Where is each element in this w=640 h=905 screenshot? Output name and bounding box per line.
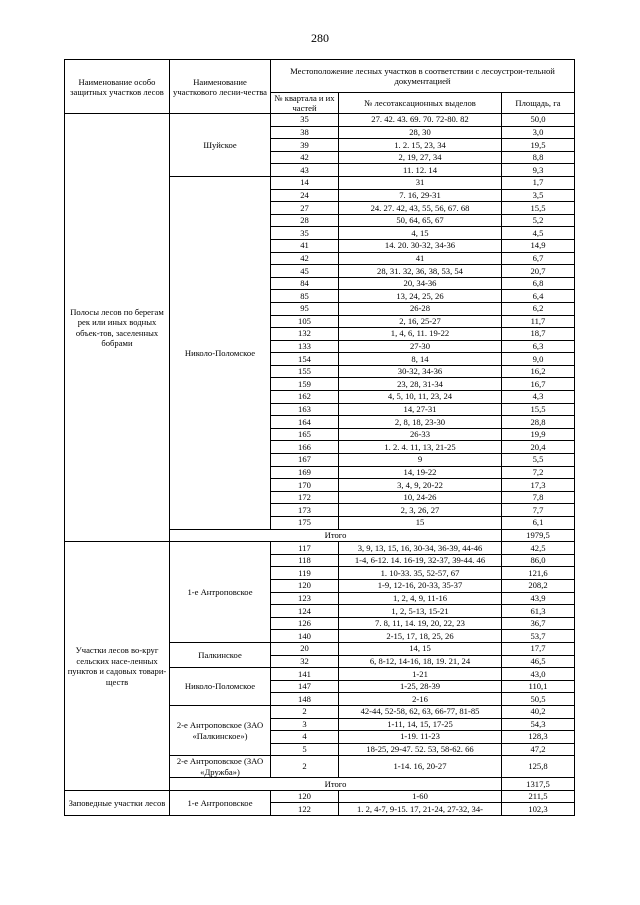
subdivisions-cell: 15 <box>339 517 502 530</box>
area-cell: 47,2 <box>502 743 575 756</box>
quarter-cell: 154 <box>271 353 339 366</box>
subdivisions-cell: 28, 31. 32, 36, 38, 53, 54 <box>339 265 502 278</box>
area-cell: 4,3 <box>502 391 575 404</box>
quarter-cell: 133 <box>271 340 339 353</box>
table-row <box>65 114 575 127</box>
category-cell: Заповедные участки лесов <box>65 790 170 815</box>
subdivisions-cell: 28, 30 <box>339 126 502 139</box>
quarter-cell: 2 <box>271 705 339 718</box>
subdivisions-cell: 1-4, 6-12. 14. 16-19, 32-37, 39-44. 46 <box>339 554 502 567</box>
quarter-cell: 175 <box>271 517 339 530</box>
subdivisions-cell: 6, 8-12, 14-16, 18, 19. 21, 24 <box>339 655 502 668</box>
subdivisions-cell: 1. 10-33. 35, 52-57, 67 <box>339 567 502 580</box>
area-cell: 6,4 <box>502 290 575 303</box>
subdivisions-cell: 2, 8, 18, 23-30 <box>339 416 502 429</box>
area-cell: 128,3 <box>502 731 575 744</box>
quarter-cell: 5 <box>271 743 339 756</box>
area-cell: 125,8 <box>502 756 575 778</box>
subdivisions-cell: 1, 2, 4, 9, 11-16 <box>339 592 502 605</box>
header-location-group: Местоположение лесных участков в соответствии с лесоустрои-тельной документацией <box>271 60 575 93</box>
header-category: Наименование особо защитных участков лесов <box>65 60 170 114</box>
area-cell: 19,9 <box>502 428 575 441</box>
subdivisions-cell: 11. 12. 14 <box>339 164 502 177</box>
subdivisions-cell: 14, 15 <box>339 642 502 655</box>
area-cell: 61,3 <box>502 605 575 618</box>
quarter-cell: 45 <box>271 265 339 278</box>
area-cell: 6,2 <box>502 302 575 315</box>
area-cell: 9,3 <box>502 164 575 177</box>
total-value: 1979,5 <box>502 529 575 542</box>
subdivisions-cell: 4, 5, 10, 11, 23, 24 <box>339 391 502 404</box>
page-number: 280 <box>311 31 329 45</box>
quarter-cell: 32 <box>271 655 339 668</box>
subdivisions-cell: 1-21 <box>339 668 502 681</box>
subdivisions-cell: 42-44, 52-58, 62, 63, 66-77, 81-85 <box>339 705 502 718</box>
subdivisions-cell: 26-33 <box>339 428 502 441</box>
forestry-cell: Палкинское <box>170 642 271 667</box>
area-cell: 1,7 <box>502 176 575 189</box>
subdivisions-cell: 7. 16, 29-31 <box>339 189 502 202</box>
area-cell: 54,3 <box>502 718 575 731</box>
table-row <box>65 790 575 803</box>
area-cell: 50,0 <box>502 114 575 127</box>
forestry-cell: 2-е Антроповское (ЗАО «Дружба») <box>170 756 271 778</box>
area-cell: 36,7 <box>502 617 575 630</box>
subdivisions-cell: 1-14. 16, 20-27 <box>339 756 502 778</box>
area-cell: 110,1 <box>502 680 575 693</box>
subdivisions-cell: 31 <box>339 176 502 189</box>
quarter-cell: 95 <box>271 302 339 315</box>
quarter-cell: 39 <box>271 139 339 152</box>
area-cell: 5,5 <box>502 454 575 467</box>
area-cell: 14,9 <box>502 239 575 252</box>
area-cell: 3,0 <box>502 126 575 139</box>
area-cell: 121,6 <box>502 567 575 580</box>
forestry-cell: 2-е Антроповское (ЗАО «Палкинское») <box>170 705 271 755</box>
quarter-cell: 118 <box>271 554 339 567</box>
subdivisions-cell: 1. 2. 15, 23, 34 <box>339 139 502 152</box>
area-cell: 9,0 <box>502 353 575 366</box>
total-label: Итого <box>170 778 502 791</box>
area-cell: 7,7 <box>502 504 575 517</box>
quarter-cell: 132 <box>271 328 339 341</box>
subdivisions-cell: 4, 15 <box>339 227 502 240</box>
quarter-cell: 123 <box>271 592 339 605</box>
quarter-cell: 35 <box>271 114 339 127</box>
quarter-cell: 120 <box>271 790 339 803</box>
subdivisions-cell: 2-15, 17, 18, 25, 26 <box>339 630 502 643</box>
subdivisions-cell: 27. 42. 43. 69. 70. 72-80. 82 <box>339 114 502 127</box>
subdivisions-cell: 9 <box>339 454 502 467</box>
quarter-cell: 38 <box>271 126 339 139</box>
area-cell: 20,7 <box>502 265 575 278</box>
subdivisions-cell: 1, 2, 5-13, 15-21 <box>339 605 502 618</box>
subdivisions-cell: 8, 14 <box>339 353 502 366</box>
subdivisions-cell: 1. 2. 4. 11, 13, 21-25 <box>339 441 502 454</box>
area-cell: 3,5 <box>502 189 575 202</box>
header-subdivisions: № лесотаксационных выделов <box>339 93 502 114</box>
quarter-cell: 42 <box>271 151 339 164</box>
subdivisions-cell: 14, 27-31 <box>339 403 502 416</box>
area-cell: 40,2 <box>502 705 575 718</box>
quarter-cell: 35 <box>271 227 339 240</box>
forest-plots-table <box>64 59 575 816</box>
area-cell: 15,5 <box>502 202 575 215</box>
quarter-cell: 117 <box>271 542 339 555</box>
subdivisions-cell: 30-32, 34-36 <box>339 365 502 378</box>
quarter-cell: 28 <box>271 214 339 227</box>
header-quarter: № квартала и их частей <box>271 93 339 114</box>
area-cell: 4,5 <box>502 227 575 240</box>
quarter-cell: 141 <box>271 668 339 681</box>
quarter-cell: 169 <box>271 466 339 479</box>
subdivisions-cell: 1-60 <box>339 790 502 803</box>
quarter-cell: 124 <box>271 605 339 618</box>
area-cell: 50,5 <box>502 693 575 706</box>
header-area: Площадь, га <box>502 93 575 114</box>
subdivisions-cell: 3, 4, 9, 20-22 <box>339 479 502 492</box>
quarter-cell: 147 <box>271 680 339 693</box>
quarter-cell: 122 <box>271 803 339 816</box>
area-cell: 19,5 <box>502 139 575 152</box>
area-cell: 16,7 <box>502 378 575 391</box>
forestry-cell: 1-е Антроповское <box>170 790 271 815</box>
table-row <box>65 542 575 555</box>
quarter-cell: 155 <box>271 365 339 378</box>
area-cell: 86,0 <box>502 554 575 567</box>
quarter-cell: 119 <box>271 567 339 580</box>
area-cell: 20,4 <box>502 441 575 454</box>
quarter-cell: 164 <box>271 416 339 429</box>
subdivisions-cell: 1. 2, 4-7, 9-15. 17, 21-24, 27-32, 34- <box>339 803 502 816</box>
area-cell: 43,9 <box>502 592 575 605</box>
quarter-cell: 42 <box>271 252 339 265</box>
category-cell: Полосы лесов по берегам рек или иных водных объек-тов, заселенных бобрами <box>65 114 170 542</box>
area-cell: 6,7 <box>502 252 575 265</box>
quarter-cell: 159 <box>271 378 339 391</box>
quarter-cell: 4 <box>271 731 339 744</box>
quarter-cell: 84 <box>271 277 339 290</box>
area-cell: 18,7 <box>502 328 575 341</box>
subdivisions-cell: 27-30 <box>339 340 502 353</box>
area-cell: 7,2 <box>502 466 575 479</box>
forestry-cell: Николо-Поломское <box>170 176 271 529</box>
area-cell: 46,5 <box>502 655 575 668</box>
subdivisions-cell: 41 <box>339 252 502 265</box>
quarter-cell: 24 <box>271 189 339 202</box>
subdivisions-cell: 50, 64, 65, 67 <box>339 214 502 227</box>
area-cell: 7,8 <box>502 491 575 504</box>
quarter-cell: 173 <box>271 504 339 517</box>
subdivisions-cell: 2-16 <box>339 693 502 706</box>
quarter-cell: 105 <box>271 315 339 328</box>
area-cell: 11,7 <box>502 315 575 328</box>
area-cell: 28,8 <box>502 416 575 429</box>
forestry-cell: 1-е Антроповское <box>170 542 271 643</box>
subdivisions-cell: 10, 24-26 <box>339 491 502 504</box>
quarter-cell: 170 <box>271 479 339 492</box>
subdivisions-cell: 18-25, 29-47. 52. 53, 58-62. 66 <box>339 743 502 756</box>
quarter-cell: 126 <box>271 617 339 630</box>
forestry-cell: Шуйское <box>170 114 271 177</box>
subdivisions-cell: 2, 16, 25-27 <box>339 315 502 328</box>
subdivisions-cell: 26-28 <box>339 302 502 315</box>
area-cell: 208,2 <box>502 579 575 592</box>
quarter-cell: 163 <box>271 403 339 416</box>
table-body <box>65 114 575 816</box>
quarter-cell: 166 <box>271 441 339 454</box>
area-cell: 211,5 <box>502 790 575 803</box>
subdivisions-cell: 2, 19, 27, 34 <box>339 151 502 164</box>
quarter-cell: 162 <box>271 391 339 404</box>
quarter-cell: 148 <box>271 693 339 706</box>
quarter-cell: 167 <box>271 454 339 467</box>
quarter-cell: 3 <box>271 718 339 731</box>
subdivisions-cell: 1-9, 12-16, 20-33, 35-37 <box>339 579 502 592</box>
area-cell: 43,0 <box>502 668 575 681</box>
area-cell: 6,8 <box>502 277 575 290</box>
quarter-cell: 14 <box>271 176 339 189</box>
area-cell: 6,1 <box>502 517 575 530</box>
quarter-cell: 41 <box>271 239 339 252</box>
subdivisions-cell: 13, 24, 25, 26 <box>339 290 502 303</box>
subdivisions-cell: 7. 8, 11, 14. 19, 20, 22, 23 <box>339 617 502 630</box>
quarter-cell: 27 <box>271 202 339 215</box>
area-cell: 15,5 <box>502 403 575 416</box>
header-forestry: Наименование участкового лесни-чества <box>170 60 271 114</box>
quarter-cell: 20 <box>271 642 339 655</box>
subdivisions-cell: 1-19. 11-23 <box>339 731 502 744</box>
subdivisions-cell: 24. 27. 42, 43, 55, 56, 67. 68 <box>339 202 502 215</box>
quarter-cell: 120 <box>271 579 339 592</box>
area-cell: 5,2 <box>502 214 575 227</box>
quarter-cell: 43 <box>271 164 339 177</box>
subdivisions-cell: 2, 3, 26, 27 <box>339 504 502 517</box>
total-value: 1317,5 <box>502 778 575 791</box>
subdivisions-cell: 14. 20. 30-32, 34-36 <box>339 239 502 252</box>
area-cell: 42,5 <box>502 542 575 555</box>
subdivisions-cell: 3, 9, 13, 15, 16, 30-34, 36-39, 44-46 <box>339 542 502 555</box>
subdivisions-cell: 20, 34-36 <box>339 277 502 290</box>
area-cell: 17,7 <box>502 642 575 655</box>
area-cell: 8,8 <box>502 151 575 164</box>
area-cell: 16,2 <box>502 365 575 378</box>
quarter-cell: 165 <box>271 428 339 441</box>
forestry-cell: Николо-Поломское <box>170 668 271 706</box>
area-cell: 53,7 <box>502 630 575 643</box>
subdivisions-cell: 14, 19-22 <box>339 466 502 479</box>
area-cell: 102,3 <box>502 803 575 816</box>
area-cell: 6,3 <box>502 340 575 353</box>
quarter-cell: 140 <box>271 630 339 643</box>
subdivisions-cell: 1-25, 28-39 <box>339 680 502 693</box>
subdivisions-cell: 1, 4, 6, 11. 19-22 <box>339 328 502 341</box>
subdivisions-cell: 23, 28, 31-34 <box>339 378 502 391</box>
quarter-cell: 172 <box>271 491 339 504</box>
quarter-cell: 85 <box>271 290 339 303</box>
subdivisions-cell: 1-11, 14, 15, 17-25 <box>339 718 502 731</box>
total-label: Итого <box>170 529 502 542</box>
category-cell: Участки лесов во-круг сельских насе-ленных пунктов и садовых товари-ществ <box>65 542 170 791</box>
area-cell: 17,3 <box>502 479 575 492</box>
quarter-cell: 2 <box>271 756 339 778</box>
